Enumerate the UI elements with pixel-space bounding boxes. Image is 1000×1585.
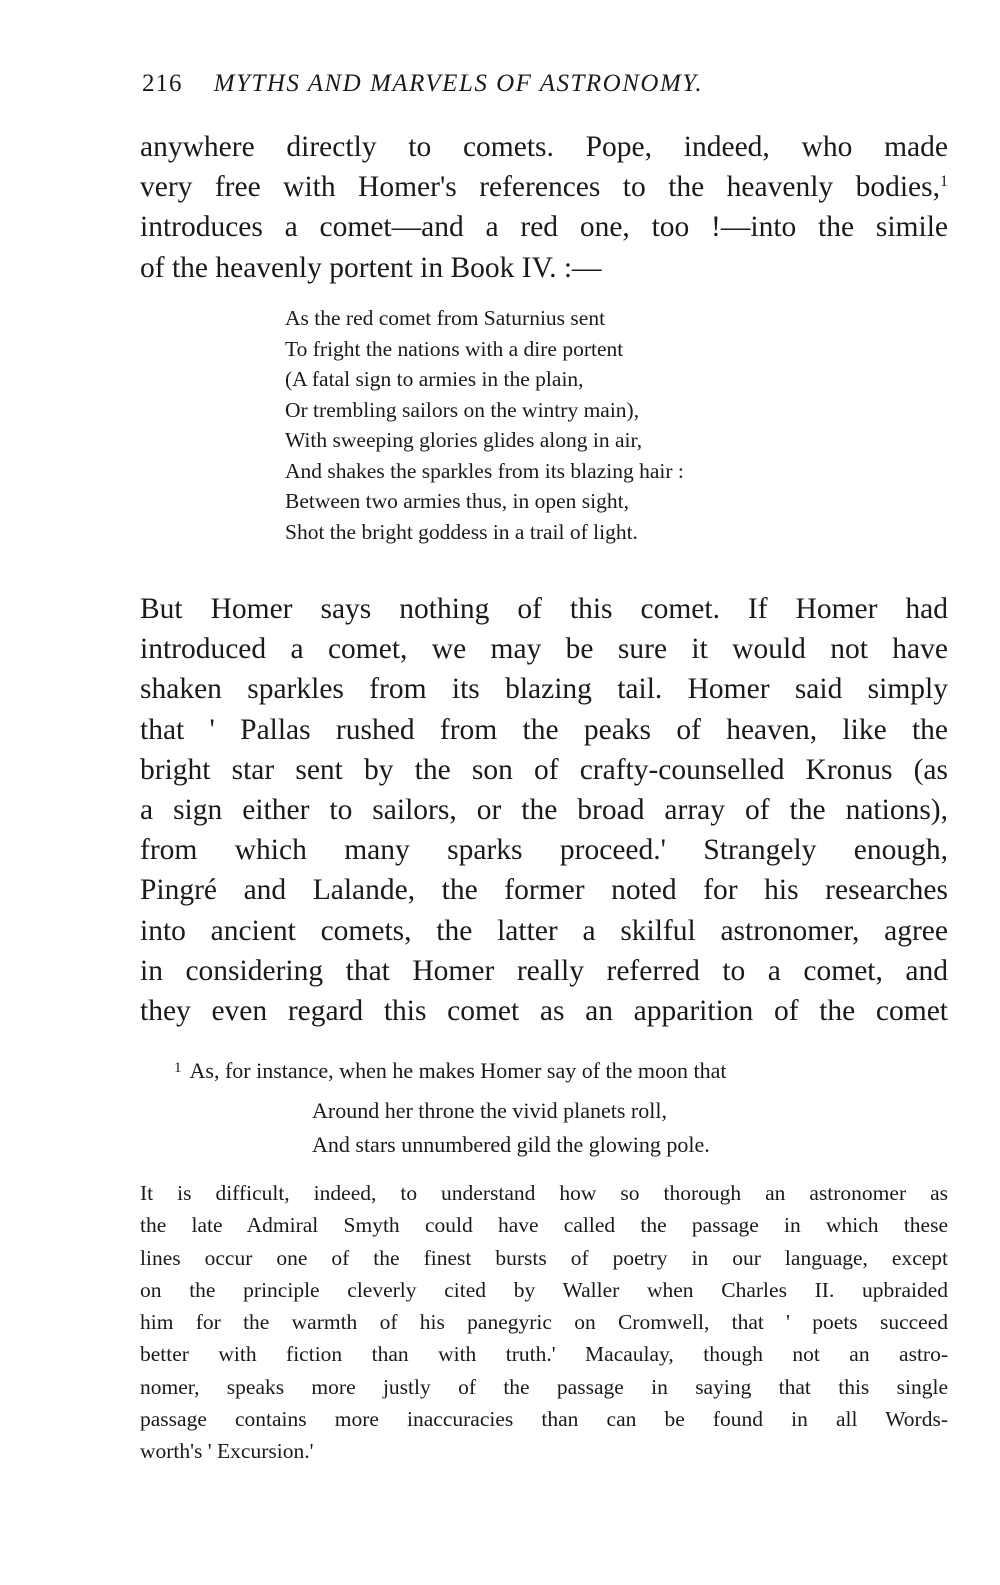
footnote-verse-line: Around her throne the vivid planets roll, xyxy=(312,1098,667,1123)
page-number: 216 xyxy=(142,70,183,97)
footnote-line: him for the warmth of his panegyric on Cromwell, that ' poets succeed xyxy=(140,1310,948,1335)
text-line: from which many sparks proceed.' Strangely enough, xyxy=(140,834,948,867)
footnote-intro-text: As, for instance, when he makes Homer say of the moon that xyxy=(189,1058,727,1083)
footnote-line: nomer, speaks more justly of the passage in saying that this single xyxy=(140,1374,948,1399)
text-line: introduced a comet, we may be sure it would not have xyxy=(140,633,948,666)
verse-line: To fright the nations with a dire portent xyxy=(285,336,624,361)
running-title: MYTHS AND MARVELS OF ASTRONOMY. xyxy=(213,70,704,97)
footnote-reference: 1 xyxy=(940,173,948,191)
verse-line: (A fatal sign to armies in the plain, xyxy=(285,367,584,391)
text-line: that ' Pallas rushed from the peaks of heaven, like the xyxy=(140,713,948,746)
text-line: a sign either to sailors, or the broad array of the nations), xyxy=(140,793,948,826)
text-line: into ancient comets, the latter a skilful astronomer, agree xyxy=(140,914,948,947)
intro-paragraph xyxy=(140,127,948,288)
text-line: But Homer says nothing of this comet. If Homer had xyxy=(140,593,948,625)
text-line: bright star sent by the son of crafty-counselled Kronus (as xyxy=(140,753,948,786)
footnote-line: better with fiction than with truth.' Macaulay, though not an astro- xyxy=(140,1342,948,1367)
verse-line: Shot the bright goddess in a trail of light. xyxy=(285,519,638,544)
main-paragraph xyxy=(140,589,948,1031)
verse-line: As the red comet from Saturnius sent xyxy=(285,306,606,330)
footnote-line: worth's ' Excursion.' xyxy=(140,1439,314,1464)
text-line-with-footnote xyxy=(140,167,948,207)
verse-line: And shakes the sparkles from its blazing hair : xyxy=(285,458,684,483)
footnote-line: It is difficult, indeed, to understand how so thorough an astronomer as xyxy=(140,1181,948,1205)
text-line: anywhere directly to comets. Pope, indeed, who made xyxy=(140,131,948,163)
footnote-marker: 1 xyxy=(174,1060,182,1076)
footnote-line: the late Admiral Smyth could have called the passage in which these xyxy=(140,1213,948,1238)
footnote-verse xyxy=(312,1094,710,1162)
footnote-paragraph xyxy=(140,1177,948,1468)
text-line: of the heavenly portent in Book IV. :— xyxy=(140,251,602,284)
text-line: very free with Homer's references to the heavenly bodies, xyxy=(140,171,940,204)
verse-quotation xyxy=(285,303,684,547)
running-header xyxy=(142,70,703,98)
footnote-intro xyxy=(174,1058,727,1084)
text-line: Pingré and Lalande, the former noted for his researches xyxy=(140,874,948,907)
verse-line: With sweeping glories glides along in air, xyxy=(285,428,643,452)
verse-line: Between two armies thus, in open sight, xyxy=(285,489,629,513)
text-line: shaken sparkles from its blazing tail. Homer said simply xyxy=(140,673,948,706)
text-line: introduces a comet—and a red one, too !—into the simile xyxy=(140,211,948,244)
footnote-line: passage contains more inaccuracies than can be found in all Words- xyxy=(140,1407,948,1432)
footnote-line: lines occur one of the finest bursts of poetry in our language, except xyxy=(140,1245,948,1270)
footnote-line: on the principle cleverly cited by Waller when Charles II. upbraided xyxy=(140,1277,948,1302)
text-line: they even regard this comet as an apparition of the comet xyxy=(140,994,948,1027)
footnote-verse-line: And stars unnumbered gild the glowing pole. xyxy=(312,1132,710,1157)
text-line: in considering that Homer really referred to a comet, and xyxy=(140,954,948,987)
verse-line: Or trembling sailors on the wintry main), xyxy=(285,397,640,422)
